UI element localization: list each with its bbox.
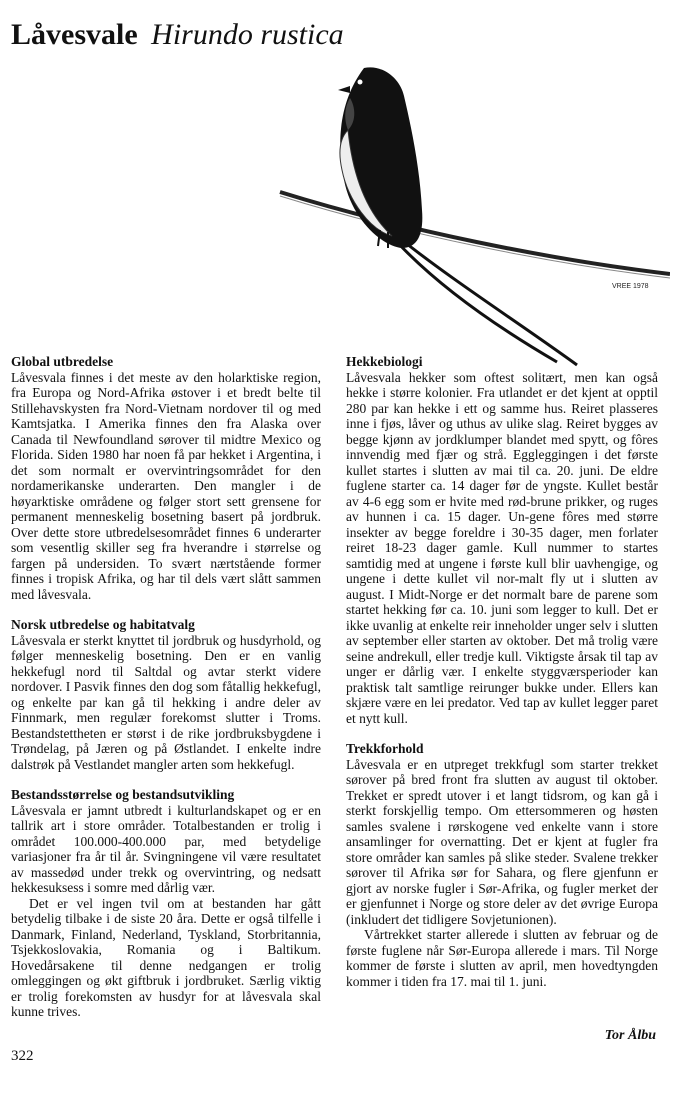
tail-streamer xyxy=(402,240,577,365)
species-title xyxy=(11,18,344,52)
section-paragraph: Låvesvala er en utpreget trekkfugl som starter trekket sørover på bred front fra slutten av august til oktober. Trekket er spredt utover i et langt tidsrom, og kan gå i sterkt forskjellig tempo. Om ettersommeren og høsten samles svalene i rørskogene ved enkelte vann i store ansamlinger for overnatting. Det er kjent at fugler fra store områder kan samles på slike steder. Svalene trekker sørover til Afrika sør for Sahara, og flere gjenfunn er gjort av norske fugler i Sør-Afrika, og fugler merket der er gjenfunnet i Norge og store deler av det øvrige Europa (inkludert det tidligere Sovjetunionen). xyxy=(346,756,658,927)
section-heading: Trekkforhold xyxy=(346,741,424,756)
wire xyxy=(280,192,670,274)
section-heading: Hekkebiologi xyxy=(346,354,423,369)
section-paragraph: Låvesvala hekker som oftest solitært, men kan også hekke i større kolonier. Fra utlandet er det kjent at opptil 280 par kan hekke i ett og samme hus. Reiret plasseres inne i fjøs, låver og uthus av ulike slag. Reiret bygges av begge kjønn av jordklumper blandet med spytt, og fôres innvendig med fjær og strå. Eggleggingen i det første kullet startes i slutten av mai til ca. 20. juni. De eldre fuglene starter ca. 14 dager før de yngste. Kullet består av 4-6 egg som er hvite med rød-brune prikker, og ruges av hunnen i ca. 15 dager. Un-gene fôres med større insekter av begge foreldre i 30-35 dager, men forlater reiret 18-23 dager gamle. Kull nummer to startes samtidig med at ungene i første kull blir uavhengige, og ungene i dette kullet vil nor-malt fly ut i slutten av august. I Midt-Norge er det normalt bare de parene som startet hekking før ca. 10. juni som legger to kull. Det er ikke uvanlig at enkelte reir inneholder unger selv i slutten av september eller starten av oktober. Det må trolig være seine andrekull, eller tredje kull. Viktigste årsak til tap av unger er dårlig vær. I enkelte styggværsperioder kan praktisk talt samtlige reirunger bukke under. Ellers kan skjære være en lei predator. Ved tap av kullet legger paret et nytt kull. xyxy=(346,369,658,726)
section-paragraph: Låvesvala er jamnt utbredt i kulturlandskapet og er en tallrik art i store områder. Totalbestanden er trolig i området 100.000-400.000 par, med betydelige variasjoner fra år til år. Svingningene vil være resultatet av massedød under trekk og overvintring, og nedsatt hekkesuksess i somre med dårlig vær. xyxy=(11,802,321,895)
section-global-distribution xyxy=(11,354,321,602)
left-column xyxy=(11,354,321,1035)
swallow-illustration xyxy=(252,60,670,370)
species-name: Låvesvale xyxy=(11,18,138,51)
section-heading: Global utbredelse xyxy=(11,354,114,369)
illustration-credit: VREE 1978 xyxy=(612,283,649,290)
section-breeding-biology xyxy=(346,354,658,726)
tail-streamer xyxy=(397,242,557,362)
section-population xyxy=(11,787,321,1020)
section-heading: Norsk utbredelse og habitatvalg xyxy=(11,617,195,632)
section-norwegian-distribution xyxy=(11,617,321,772)
species-latin-name: Hirundo rustica xyxy=(151,18,344,51)
section-migration xyxy=(346,741,658,989)
section-heading: Bestandsstørrelse og bestandsutvikling xyxy=(11,787,235,802)
section-paragraph: Låvesvala finnes i det meste av den holarktiske region, fra Europa og Nord-Afrika østover i et bredt belte til Stillehavskysten fra Nord-Vietnam nordover til og med Kamtsjatka. I Amerika finnes den fra Alaska over Canada til Newfoundland sørover til midtre Mexico og Florida. Siden 1980 har noen få par hekket i Argentina, i det som normalt er overvintringsområdet for den nordamerikanske underarten. Den mangler i de høyarktiske områdene og følger stort sett grensene for permanent menneskelig bosetning basert på jordbruk. Over dette store utbredelsesområdet finnes 6 underarter som vesentlig skiller seg fra hverandre i størrelse og fargen på undersiden. To svært nærtstående former finnes i tropisk Afrika, og har til dels vært slått sammen med låvesvala. xyxy=(11,369,321,602)
page-number: 322 xyxy=(11,1048,34,1064)
section-paragraph: Låvesvala er sterkt knyttet til jordbruk og husdyrhold, og følger menneskelig bosetning. Den er en vanlig hekkefugl nord til Saltdal og avtar sterkt videre nordover. I Pasvik finnes den dog som fåtallig hekkefugl, og enkelte par kan gå til hekking i andre deler av Finnmark, men regulær forekomst slutter i Troms. Bestandstettheten er størst i de rike jordbruksbygdene i Trøndelag, på Jæren og på Østlandet. I enkelte indre dalstrøk på Vestlandet mangler arten som hekkefugl. xyxy=(11,632,321,772)
section-paragraph: Vårtrekket starter allerede i slutten av februar og de første fuglene når Sør-Europa allerede i mars. Til Norge kommer de første i slutten av april, men hovedtyngden kommer i tiden fra 17. mai til 1. juni. xyxy=(346,927,658,989)
right-column xyxy=(346,354,658,1004)
section-paragraph: Det er vel ingen tvil om at bestanden har gått betydelig tilbake i de siste 20 åra. Dette er også tilfelle i Danmark, Finland, Nederland, Tyskland, Storbritannia, Tsjekkoslovakia, Romania og i Baltikum. Hovedårsakene til denne nedgangen er trolig omleggingen og økt giftbruk i jordbruket. Særlig viktig er trolig forekomsten av husdyr for at låvesvala skal kunne trives. xyxy=(11,895,321,1019)
author-signature: Tor Ålbu xyxy=(604,1028,656,1043)
